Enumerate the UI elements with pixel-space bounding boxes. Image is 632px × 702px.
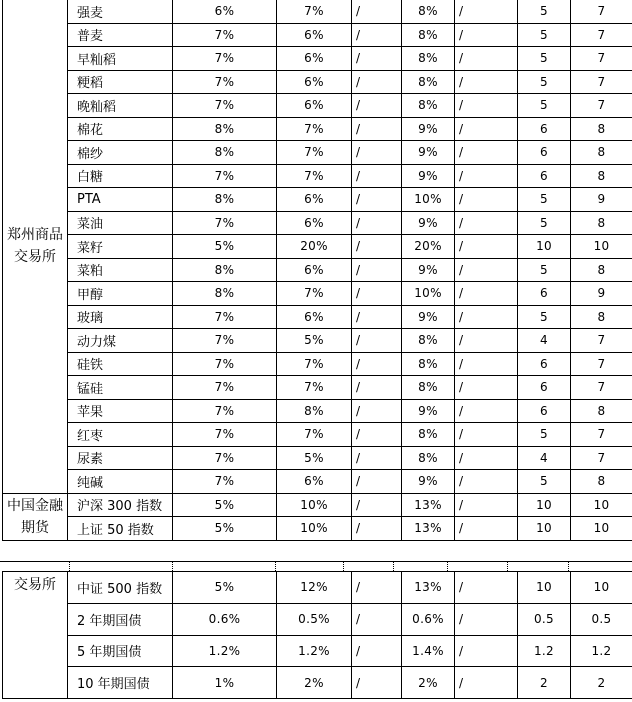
value-cell: 8% [173, 258, 277, 282]
contract-name: 棉纱 [68, 141, 173, 165]
value-cell: 7% [173, 23, 277, 47]
value-cell: 9 [571, 188, 632, 212]
value-cell: 7% [277, 164, 352, 188]
value-cell: 8 [571, 164, 632, 188]
value-cell: 10% [277, 493, 352, 517]
value-cell: / [455, 305, 518, 329]
value-cell: 1.2 [518, 635, 571, 667]
value-cell: 4 [518, 329, 571, 353]
value-cell: 7% [173, 70, 277, 94]
contract-name: 10 年期国债 [68, 667, 173, 699]
margin-table-top [2, 0, 632, 541]
value-cell: / [455, 376, 518, 400]
table-row [3, 47, 632, 71]
value-cell: / [352, 352, 402, 376]
table-row [3, 329, 632, 353]
value-cell: / [352, 376, 402, 400]
table-row [3, 305, 632, 329]
value-cell: 6% [277, 23, 352, 47]
value-cell: / [352, 0, 402, 23]
value-cell: / [352, 603, 402, 635]
contract-name: 棉花 [68, 117, 173, 141]
value-cell: 7 [571, 0, 632, 23]
value-cell: 8% [402, 329, 455, 353]
margin-table-bottom [2, 571, 632, 699]
value-cell: 10 [518, 517, 571, 541]
contract-name: 中证 500 指数 [68, 572, 173, 604]
value-cell: / [455, 23, 518, 47]
table-row [3, 446, 632, 470]
value-cell: 6 [518, 141, 571, 165]
contract-name: 菜油 [68, 211, 173, 235]
value-cell: 7% [173, 94, 277, 118]
value-cell: 8% [402, 423, 455, 447]
value-cell: 8% [402, 23, 455, 47]
value-cell: / [455, 352, 518, 376]
value-cell: / [455, 603, 518, 635]
table-row [3, 423, 632, 447]
table-row [3, 352, 632, 376]
value-cell: / [352, 493, 402, 517]
value-cell: 10% [402, 282, 455, 306]
value-cell: 7% [277, 376, 352, 400]
value-cell: 5 [518, 94, 571, 118]
value-cell: 9 [571, 282, 632, 306]
table-row [3, 603, 632, 635]
value-cell: 1.2 [571, 635, 632, 667]
value-cell: 8 [571, 211, 632, 235]
table-row [3, 70, 632, 94]
value-cell: / [455, 258, 518, 282]
value-cell: / [455, 493, 518, 517]
value-cell: 10% [402, 188, 455, 212]
value-cell: 7% [173, 329, 277, 353]
value-cell: / [455, 188, 518, 212]
value-cell: 8 [571, 141, 632, 165]
value-cell: 7 [571, 70, 632, 94]
value-cell: 0.6% [173, 603, 277, 635]
value-cell: 6 [518, 399, 571, 423]
value-cell: 7% [173, 423, 277, 447]
table-row [3, 258, 632, 282]
contract-name: 粳稻 [68, 70, 173, 94]
table-row [3, 572, 632, 604]
value-cell: 7 [571, 47, 632, 71]
value-cell: 6% [277, 305, 352, 329]
value-cell: 13% [402, 572, 455, 604]
value-cell: / [352, 635, 402, 667]
value-cell: 8 [571, 117, 632, 141]
value-cell: 9% [402, 211, 455, 235]
value-cell: / [352, 47, 402, 71]
table-row [3, 188, 632, 212]
value-cell: / [352, 423, 402, 447]
value-cell: / [455, 572, 518, 604]
contract-name: 沪深 300 指数 [68, 493, 173, 517]
value-cell: 6 [518, 282, 571, 306]
exchange-name: 中国金融期货 [3, 493, 68, 540]
value-cell: 7% [173, 352, 277, 376]
table-row [3, 211, 632, 235]
value-cell: 7 [571, 352, 632, 376]
value-cell: 2 [518, 667, 571, 699]
value-cell: 7% [173, 47, 277, 71]
value-cell: 5% [173, 572, 277, 604]
value-cell: 7% [277, 0, 352, 23]
value-cell: 5% [277, 446, 352, 470]
table-break-line [343, 561, 344, 571]
table-row [3, 399, 632, 423]
value-cell: / [352, 399, 402, 423]
value-cell: 7% [277, 141, 352, 165]
value-cell: 8% [173, 282, 277, 306]
value-cell: 6 [518, 164, 571, 188]
value-cell: 8% [173, 188, 277, 212]
value-cell: 7 [571, 23, 632, 47]
value-cell: / [455, 667, 518, 699]
value-cell: 5 [518, 188, 571, 212]
value-cell: / [352, 141, 402, 165]
table-row [3, 376, 632, 400]
value-cell: 6% [277, 70, 352, 94]
table-break-line [172, 561, 173, 571]
contract-name: 菜籽 [68, 235, 173, 259]
value-cell: / [352, 188, 402, 212]
value-cell: 20% [277, 235, 352, 259]
value-cell: 7% [277, 352, 352, 376]
value-cell: 5% [173, 493, 277, 517]
value-cell: 0.6% [402, 603, 455, 635]
value-cell: 5 [518, 70, 571, 94]
value-cell: 7% [173, 399, 277, 423]
value-cell: 5% [173, 517, 277, 541]
value-cell: 5 [518, 470, 571, 494]
value-cell: 6 [518, 376, 571, 400]
value-cell: 6% [277, 94, 352, 118]
value-cell: 6% [173, 0, 277, 23]
value-cell: 6% [277, 211, 352, 235]
value-cell: / [455, 635, 518, 667]
contract-name: PTA [68, 188, 173, 212]
value-cell: 7% [173, 211, 277, 235]
contract-name: 2 年期国债 [68, 603, 173, 635]
value-cell: 6% [277, 47, 352, 71]
value-cell: 12% [277, 572, 352, 604]
table-row [3, 235, 632, 259]
table-row [3, 164, 632, 188]
value-cell: / [352, 282, 402, 306]
value-cell: 0.5 [518, 603, 571, 635]
value-cell: / [352, 23, 402, 47]
value-cell: 0.5 [571, 603, 632, 635]
value-cell: / [352, 211, 402, 235]
table-row [3, 0, 632, 23]
value-cell: 8% [402, 376, 455, 400]
value-cell: 10 [571, 517, 632, 541]
value-cell: 1.2% [173, 635, 277, 667]
table-row [3, 117, 632, 141]
value-cell: 6% [277, 258, 352, 282]
table-row [3, 667, 632, 699]
value-cell: 2 [571, 667, 632, 699]
contract-name: 上证 50 指数 [68, 517, 173, 541]
table-break-line [568, 561, 569, 571]
contract-name: 苹果 [68, 399, 173, 423]
value-cell: 7 [571, 446, 632, 470]
value-cell: / [455, 70, 518, 94]
table-break-line [393, 561, 394, 571]
contract-name: 锰硅 [68, 376, 173, 400]
table-row [3, 493, 632, 517]
value-cell: / [352, 446, 402, 470]
contract-name: 白糖 [68, 164, 173, 188]
value-cell: / [455, 94, 518, 118]
value-cell: / [455, 470, 518, 494]
value-cell: 5% [277, 329, 352, 353]
value-cell: / [455, 0, 518, 23]
value-cell: 10 [571, 493, 632, 517]
value-cell: / [352, 258, 402, 282]
value-cell: 9% [402, 399, 455, 423]
value-cell: 1% [173, 667, 277, 699]
value-cell: 9% [402, 164, 455, 188]
value-cell: / [455, 211, 518, 235]
value-cell: 2% [277, 667, 352, 699]
contract-name: 普麦 [68, 23, 173, 47]
value-cell: / [455, 141, 518, 165]
table-break-line [447, 561, 448, 571]
exchange-name: 交易所 [3, 572, 68, 699]
value-cell: / [455, 329, 518, 353]
value-cell: / [352, 117, 402, 141]
value-cell: 7 [571, 376, 632, 400]
value-cell: 10% [277, 517, 352, 541]
value-cell: 7 [571, 329, 632, 353]
value-cell: / [455, 399, 518, 423]
value-cell: 9% [402, 470, 455, 494]
value-cell: 8 [571, 399, 632, 423]
exchange-name: 郑州商品交易所 [3, 0, 68, 493]
value-cell: 0.5% [277, 603, 352, 635]
value-cell: 7 [571, 423, 632, 447]
value-cell: / [455, 423, 518, 447]
value-cell: 5 [518, 23, 571, 47]
value-cell: / [455, 117, 518, 141]
contract-name: 强麦 [68, 0, 173, 23]
table-row [3, 517, 632, 541]
value-cell: 8% [173, 141, 277, 165]
value-cell: 5 [518, 305, 571, 329]
value-cell: 8% [402, 47, 455, 71]
value-cell: 9% [402, 258, 455, 282]
table-break-line [507, 561, 508, 571]
value-cell: / [455, 282, 518, 306]
value-cell: 7% [173, 376, 277, 400]
value-cell: 7% [173, 164, 277, 188]
value-cell: / [352, 517, 402, 541]
value-cell: 8% [402, 70, 455, 94]
value-cell: 9% [402, 305, 455, 329]
table-row [3, 23, 632, 47]
table-break-line [275, 561, 276, 571]
value-cell: 5 [518, 258, 571, 282]
value-cell: 7% [277, 117, 352, 141]
value-cell: 6% [277, 470, 352, 494]
value-cell: 7% [173, 470, 277, 494]
value-cell: 8 [571, 258, 632, 282]
contract-name: 菜粕 [68, 258, 173, 282]
contract-name: 5 年期国债 [68, 635, 173, 667]
value-cell: 8 [571, 305, 632, 329]
value-cell: / [352, 235, 402, 259]
value-cell: 13% [402, 517, 455, 541]
value-cell: 5 [518, 0, 571, 23]
value-cell: 1.2% [277, 635, 352, 667]
value-cell: 5 [518, 211, 571, 235]
value-cell: / [455, 235, 518, 259]
contract-name: 纯碱 [68, 470, 173, 494]
value-cell: 8 [571, 470, 632, 494]
value-cell: 10 [518, 572, 571, 604]
value-cell: 13% [402, 493, 455, 517]
value-cell: 7 [571, 94, 632, 118]
value-cell: 7% [173, 305, 277, 329]
value-cell: 8% [402, 94, 455, 118]
value-cell: 6 [518, 117, 571, 141]
value-cell: / [352, 164, 402, 188]
value-cell: / [352, 667, 402, 699]
table-row [3, 470, 632, 494]
value-cell: 8% [402, 446, 455, 470]
contract-name: 玻璃 [68, 305, 173, 329]
value-cell: 5 [518, 423, 571, 447]
table-row [3, 94, 632, 118]
table-row [3, 141, 632, 165]
table-row [3, 282, 632, 306]
contract-name: 甲醇 [68, 282, 173, 306]
value-cell: 9% [402, 117, 455, 141]
value-cell: 5% [173, 235, 277, 259]
value-cell: 9% [402, 141, 455, 165]
value-cell: / [352, 70, 402, 94]
value-cell: / [455, 446, 518, 470]
value-cell: / [352, 329, 402, 353]
value-cell: 7% [173, 446, 277, 470]
value-cell: 10 [571, 572, 632, 604]
value-cell: 20% [402, 235, 455, 259]
value-cell: 4 [518, 446, 571, 470]
contract-name: 晚籼稻 [68, 94, 173, 118]
table-break-line [69, 561, 70, 571]
table-row [3, 635, 632, 667]
value-cell: / [455, 517, 518, 541]
value-cell: 5 [518, 47, 571, 71]
contract-name: 动力煤 [68, 329, 173, 353]
value-cell: 8% [402, 352, 455, 376]
contract-name: 早籼稻 [68, 47, 173, 71]
value-cell: 10 [518, 235, 571, 259]
value-cell: 8% [277, 399, 352, 423]
value-cell: 10 [571, 235, 632, 259]
value-cell: 6% [277, 188, 352, 212]
value-cell: / [352, 572, 402, 604]
value-cell: / [455, 47, 518, 71]
value-cell: 2% [402, 667, 455, 699]
value-cell: 1.4% [402, 635, 455, 667]
value-cell: 7% [277, 423, 352, 447]
contract-name: 红枣 [68, 423, 173, 447]
value-cell: 10 [518, 493, 571, 517]
value-cell: 6 [518, 352, 571, 376]
value-cell: 8% [402, 0, 455, 23]
value-cell: 8% [173, 117, 277, 141]
contract-name: 尿素 [68, 446, 173, 470]
value-cell: / [352, 305, 402, 329]
value-cell: 7% [277, 282, 352, 306]
value-cell: / [352, 470, 402, 494]
value-cell: / [352, 94, 402, 118]
value-cell: / [455, 164, 518, 188]
contract-name: 硅铁 [68, 352, 173, 376]
